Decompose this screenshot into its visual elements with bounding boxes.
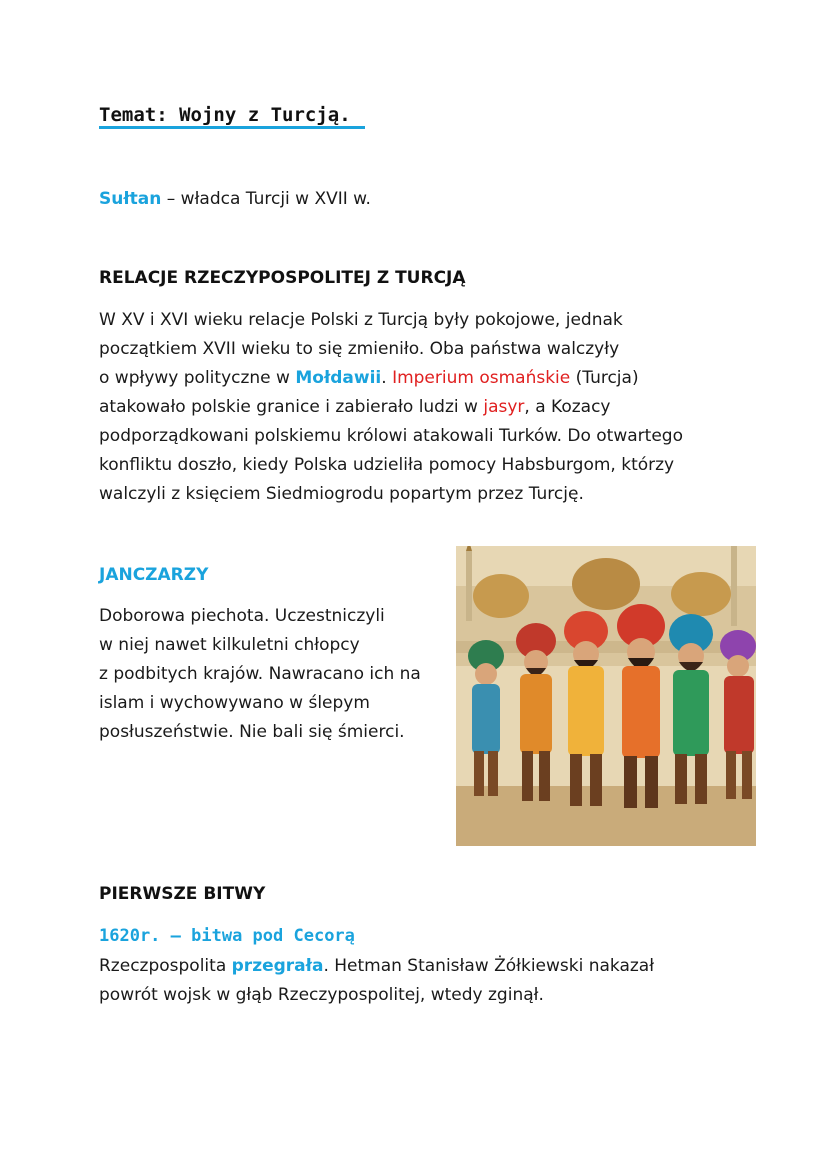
relations-line-3 [99, 364, 683, 393]
relations-line-2: początkiem XVII wieku to się zmieniło. Oba państwa walczyły [99, 339, 620, 359]
battles-text: . Hetman Stanisław Żółkiewski nakazał [323, 956, 655, 976]
battles-heading: PIERWSZE BITWY [99, 884, 266, 904]
relations-line-6: konfliktu doszło, kiedy Polska udzieliła pomocy Habsburgom, którzy [99, 455, 675, 475]
lost-term: przegrała [231, 956, 324, 976]
relations-line-1: W XV i XVI wieku relacje Polski z Turcją były pokojowe, jednak [99, 310, 623, 330]
jasyr-term: jasyr [483, 397, 525, 417]
battles-line-1 [99, 952, 654, 981]
janissaries-line-4: islam i wychowywano w ślepym [99, 693, 370, 713]
janissaries-illustration [456, 546, 756, 846]
sultan-definition [99, 185, 371, 214]
janissaries-illustration-svg [456, 546, 756, 846]
battle-date: 1620r. [99, 926, 161, 946]
janissaries-line-1: Doborowa piechota. Uczestniczyli [99, 606, 385, 626]
battle-dash: – [160, 926, 192, 946]
janissaries-heading: JANCZARZY [99, 565, 209, 585]
relations-paragraph [99, 306, 683, 509]
janissaries-line-5: posłuszeństwie. Nie bali się śmierci. [99, 722, 405, 742]
ottoman-empire-term: Imperium osmańskie [392, 368, 571, 388]
relations-text: atakowało polskie granice i zabierało ludzi w [99, 397, 484, 417]
janissaries-line-2: w niej nawet kilkuletni chłopcy [99, 635, 360, 655]
page-title: Temat: Wojny z Turcją. [99, 104, 351, 126]
relations-heading: RELACJE RZECZYPOSPOLITEJ Z TURCJĄ [99, 268, 466, 288]
relations-text: o wpływy polityczne w [99, 368, 296, 388]
janissaries-line-3: z podbitych krajów. Nawracano ich na [99, 664, 421, 684]
battles-line-2: powrót wojsk w głąb Rzeczypospolitej, wtedy zginął. [99, 985, 544, 1005]
moldavia-term: Mołdawii [295, 368, 382, 388]
title-underline [99, 126, 365, 129]
relations-text: . [381, 368, 393, 388]
battle-name: bitwa pod Cecorą [191, 926, 355, 946]
battle-title [99, 922, 355, 951]
relations-line-5: podporządkowani polskiemu królowi atakowali Turków. Do otwartego [99, 426, 683, 446]
janissaries-paragraph [99, 602, 421, 747]
relations-line-7: walczyli z księciem Siedmiogrodu popartym przez Turcję. [99, 484, 584, 504]
relations-text: , a Kozacy [524, 397, 611, 417]
relations-text: (Turcja) [570, 368, 639, 388]
battles-paragraph [99, 952, 654, 1010]
battles-text: Rzeczpospolita [99, 956, 232, 976]
relations-line-4 [99, 393, 683, 422]
sultan-term: Sułtan [99, 189, 162, 209]
sultan-text: – władca Turcji w XVII w. [161, 189, 371, 209]
